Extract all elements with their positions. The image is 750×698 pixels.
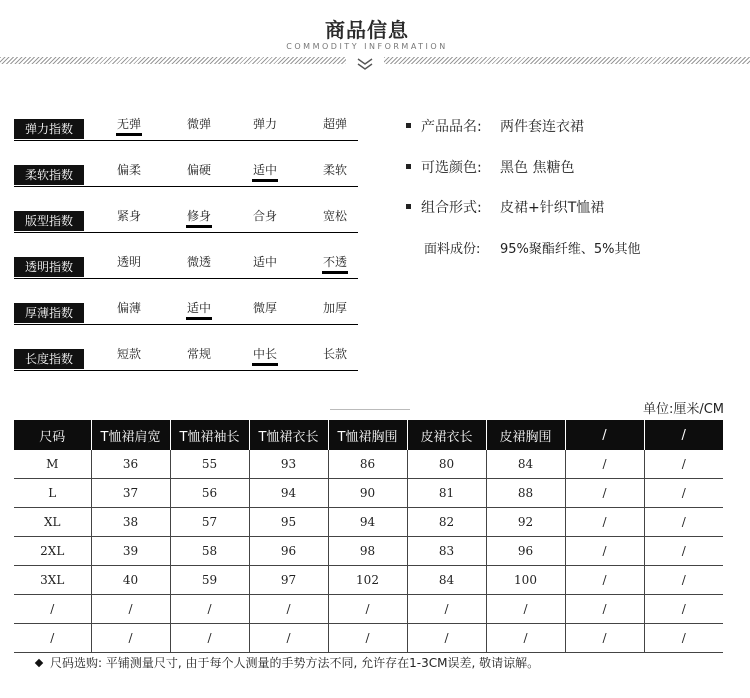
- diamond-bullet-icon: [35, 659, 43, 667]
- index-option: 微厚: [252, 301, 277, 315]
- table-cell: 38: [91, 508, 170, 537]
- table-cell: /: [644, 566, 723, 595]
- table-cell: /: [565, 595, 644, 624]
- product-form-label: 组合形式:: [421, 200, 482, 216]
- table-cell: /: [644, 508, 723, 537]
- index-option-selected: 中长: [239, 346, 291, 362]
- table-cell: 37: [91, 479, 170, 508]
- size-note-text: 尺码选购: 平铺测量尺寸, 由于每个人测量的手势方法不同, 允许存在1-3CM误差, 敬请谅解。: [50, 656, 540, 670]
- index-label: 厚薄指数: [14, 303, 84, 323]
- table-cell: /: [249, 595, 328, 624]
- index-option: 合身: [252, 209, 277, 223]
- index-option-selected: 适中: [239, 162, 291, 178]
- table-cell: 96: [486, 537, 565, 566]
- index-row: [14, 300, 358, 325]
- product-color-label: 可选颜色:: [421, 160, 482, 176]
- table-cell: 86: [328, 450, 407, 479]
- table-cell: /: [565, 450, 644, 479]
- table-cell: 94: [328, 508, 407, 537]
- table-cell: /: [170, 595, 249, 624]
- table-cell: /: [14, 595, 91, 624]
- index-option: 紧身: [116, 209, 141, 223]
- index-option-selected: 无弹: [103, 116, 155, 132]
- table-cell: /: [644, 624, 723, 653]
- table-cell: 92: [486, 508, 565, 537]
- table-cell: /: [328, 624, 407, 653]
- column-header: 皮裙胸围: [486, 420, 565, 450]
- table-cell: /: [644, 537, 723, 566]
- table-cell: XL: [14, 508, 91, 537]
- table-cell: /: [486, 624, 565, 653]
- table-cell: 102: [328, 566, 407, 595]
- table-cell: /: [644, 479, 723, 508]
- table-cell: /: [644, 450, 723, 479]
- table-cell: 2XL: [14, 537, 91, 566]
- table-cell: /: [565, 508, 644, 537]
- index-label: 柔软指数: [14, 165, 84, 185]
- table-cell: 56: [170, 479, 249, 508]
- product-color-value: 黑色 焦糖色: [500, 160, 575, 176]
- table-cell: 97: [249, 566, 328, 595]
- table-cell: /: [249, 624, 328, 653]
- index-option: 适中: [252, 255, 277, 269]
- table-cell: M: [14, 450, 91, 479]
- table-cell: 84: [407, 566, 486, 595]
- column-header: /: [644, 420, 723, 450]
- table-cell: 58: [170, 537, 249, 566]
- table-cell: L: [14, 479, 91, 508]
- index-option: 微弹: [186, 117, 211, 131]
- table-cell: 57: [170, 508, 249, 537]
- section-subtitle: COMMODITY INFORMATION: [286, 42, 448, 51]
- double-chevron-down-icon: [351, 56, 379, 72]
- table-cell: /: [91, 624, 170, 653]
- table-cell: /: [328, 595, 407, 624]
- table-cell: 55: [170, 450, 249, 479]
- column-header: /: [565, 420, 644, 450]
- column-header: T恤裙衣长: [249, 420, 328, 450]
- column-header: 尺码: [14, 420, 91, 450]
- table-cell: 95: [249, 508, 328, 537]
- table-row: [14, 595, 723, 624]
- table-row: [14, 479, 723, 508]
- table-cell: /: [565, 537, 644, 566]
- table-row: [14, 624, 723, 653]
- size-table-header: [14, 420, 723, 450]
- bullet-icon: [406, 204, 411, 209]
- table-cell: 81: [407, 479, 486, 508]
- index-option: 偏薄: [116, 301, 141, 315]
- index-option: 超弹: [322, 117, 347, 131]
- bullet-icon: [406, 164, 411, 169]
- table-cell: 96: [249, 537, 328, 566]
- header-left-divider: [0, 57, 346, 64]
- table-cell: /: [565, 479, 644, 508]
- column-header: T恤裙袖长: [170, 420, 249, 450]
- table-cell: /: [565, 566, 644, 595]
- table-cell: 90: [328, 479, 407, 508]
- table-cell: 59: [170, 566, 249, 595]
- table-cell: 98: [328, 537, 407, 566]
- table-cell: 93: [249, 450, 328, 479]
- table-cell: 83: [407, 537, 486, 566]
- table-row: [14, 537, 723, 566]
- table-cell: 80: [407, 450, 486, 479]
- table-cell: /: [407, 595, 486, 624]
- product-name-label: 产品品名:: [421, 119, 482, 135]
- table-cell: 94: [249, 479, 328, 508]
- product-form-row: [406, 199, 604, 217]
- section-title: 商品信息: [325, 18, 409, 42]
- table-cell: 82: [407, 508, 486, 537]
- index-label: 版型指数: [14, 211, 84, 231]
- table-cell: /: [407, 624, 486, 653]
- index-option: 宽松: [322, 209, 347, 223]
- table-cell: /: [486, 595, 565, 624]
- column-header: T恤裙肩宽: [91, 420, 170, 450]
- table-cell: 39: [91, 537, 170, 566]
- table-cell: /: [565, 624, 644, 653]
- index-row: [14, 162, 358, 187]
- index-option: 微透: [186, 255, 211, 269]
- index-label: 透明指数: [14, 257, 84, 277]
- index-option: 透明: [116, 255, 141, 269]
- product-name-row: [406, 118, 584, 136]
- table-cell: /: [91, 595, 170, 624]
- table-top-rule: [330, 409, 410, 410]
- table-cell: 40: [91, 566, 170, 595]
- column-header: T恤裙胸围: [328, 420, 407, 450]
- product-name-value: 两件套连衣裙: [500, 119, 584, 135]
- index-option: 弹力: [252, 117, 277, 131]
- index-row: [14, 254, 358, 279]
- column-header: 皮裙衣长: [407, 420, 486, 450]
- size-note: [36, 654, 539, 671]
- header-right-divider: [384, 57, 750, 64]
- index-option-selected: 不透: [309, 254, 361, 270]
- table-cell: /: [14, 624, 91, 653]
- product-fabric-value: 95%聚酯纤维、5%其他: [500, 242, 641, 257]
- table-cell: 3XL: [14, 566, 91, 595]
- index-option: 加厚: [322, 301, 347, 315]
- unit-label: 单位:厘米/CM: [642, 402, 724, 417]
- table-row: [14, 450, 723, 479]
- size-table: [14, 420, 723, 653]
- index-row: [14, 346, 358, 371]
- index-option: 长款: [322, 347, 347, 361]
- index-option: 柔软: [322, 163, 347, 177]
- index-label: 弹力指数: [14, 119, 84, 139]
- index-row: [14, 208, 358, 233]
- table-row: [14, 508, 723, 537]
- index-option: 常规: [186, 347, 211, 361]
- product-color-row: [406, 159, 574, 177]
- product-form-value: 皮裙+针织T恤裙: [500, 200, 605, 216]
- table-cell: 100: [486, 566, 565, 595]
- table-cell: /: [644, 595, 723, 624]
- table-cell: /: [170, 624, 249, 653]
- product-fabric-row: [424, 241, 641, 259]
- index-option: 短款: [116, 347, 141, 361]
- table-cell: 36: [91, 450, 170, 479]
- table-row: [14, 566, 723, 595]
- table-cell: 88: [486, 479, 565, 508]
- index-label: 长度指数: [14, 349, 84, 369]
- index-option: 偏柔: [116, 163, 141, 177]
- index-option-selected: 修身: [173, 208, 225, 224]
- product-fabric-label: 面料成份:: [424, 242, 481, 257]
- index-row: [14, 116, 358, 141]
- index-option: 偏硬: [186, 163, 211, 177]
- table-cell: 84: [486, 450, 565, 479]
- index-option-selected: 适中: [173, 300, 225, 316]
- bullet-icon: [406, 123, 411, 128]
